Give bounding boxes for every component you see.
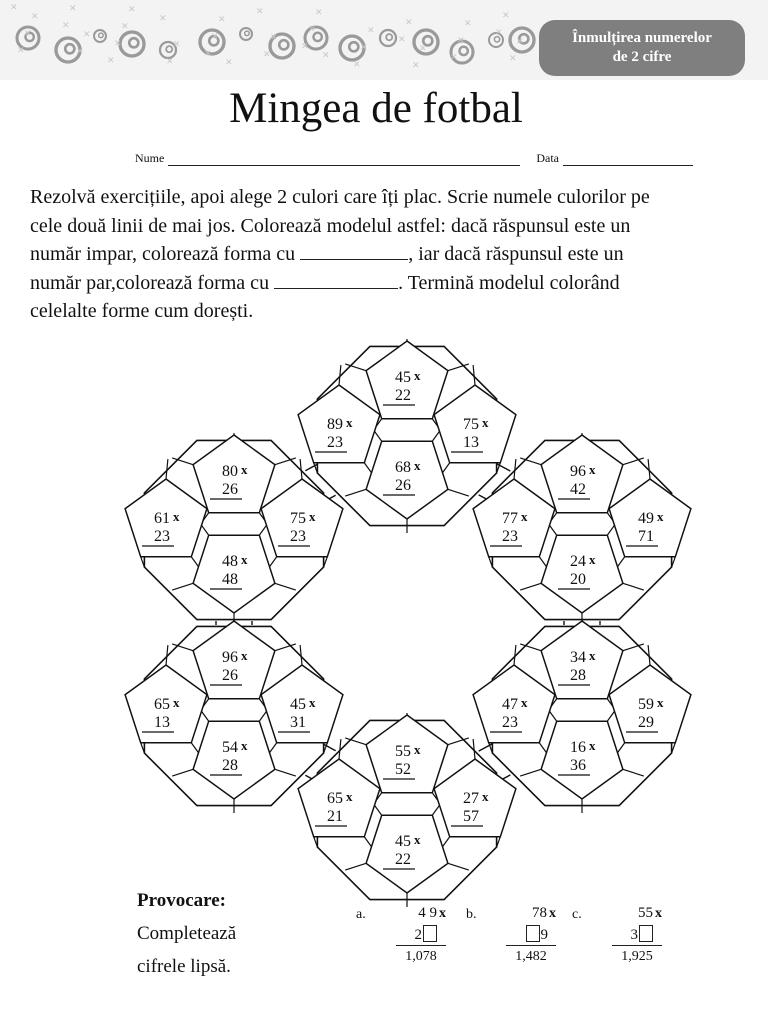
star-icon: ✕ [270,32,278,42]
challenge-line-2: cifrele lipsă. [137,956,231,977]
star-icon: ✕ [308,24,316,34]
challenge-known-digit: 2 [414,927,422,943]
answer-line [506,945,556,946]
multiplier: 26 [395,477,411,494]
multiplier: 48 [222,571,238,588]
challenge-known-digit: 3 [630,927,638,943]
answer-line [612,945,662,946]
multiply-sign: x [657,509,664,524]
challenge-top-number: 55 [638,905,653,921]
multiplier: 22 [395,851,411,868]
multiply-sign: x [482,789,489,804]
multiply-sign: x [309,695,316,710]
multiply-sign: x [589,738,596,753]
star-icon: ✕ [360,42,368,52]
star-icon: ✕ [159,13,167,23]
instruction-line-2: cele două linii de mai jos. Colorează modelul astfel: dacă răspunsul este un [30,214,631,237]
multiplicand: 55 [395,743,411,760]
instruction-line-3-start: număr impar, colorează forma cu [30,243,296,265]
multiply-sign: x [414,832,421,847]
name-label: Nume [135,151,165,165]
multiply-sign: x [173,695,180,710]
multiplicand: 65 [327,790,343,807]
challenge-result: 1,925 [621,949,653,964]
star-icon: ✕ [166,56,174,66]
multiply-sign: x [657,695,664,710]
challenge-multiplicand [496,905,556,922]
star-icon: ✕ [204,48,212,58]
star-icon: ✕ [218,14,226,24]
multiplier: 28 [570,667,586,684]
star-icon: ✕ [17,45,25,55]
multiplier: 42 [570,481,586,498]
instruction-line-5: celelalte forme cum dorești. [30,300,254,322]
missing-digit-box[interactable] [423,925,437,942]
multiply-sign: x [346,415,353,430]
multiplier: 20 [570,571,586,588]
multiplicand: 89 [327,416,343,433]
multiply-sign: x [173,509,180,524]
star-icon: ✕ [83,29,91,39]
star-icon: ✕ [509,53,517,63]
multiplier: 23 [502,714,518,731]
challenge-multiplier [388,925,438,944]
multiplier: 22 [395,387,411,404]
multiplicand: 45 [395,369,411,386]
multiplicand: 80 [222,463,238,480]
instruction-line-4-end: . Termină modelul colorând [398,271,620,294]
multiplier: 36 [570,757,586,774]
multiplicand: 49 [638,510,654,527]
multiplicand: 65 [154,696,170,713]
multiply-sign: x [589,552,596,567]
star-icon: ✕ [114,38,122,48]
multiply-sign: x [241,552,248,567]
star-icon: ✕ [502,10,510,20]
star-icon: ✕ [464,18,472,28]
multiplicand: 96 [222,649,238,666]
star-icon: ✕ [419,43,427,53]
star-icon: ✕ [69,3,77,13]
multiply-sign: x [309,509,316,524]
multiplier: 26 [222,667,238,684]
multiplicand: 24 [570,553,586,570]
date-label: Data [536,151,559,165]
challenge-letter: b. [466,907,477,922]
multiplicand: 34 [570,649,586,666]
multiplier: 52 [395,761,411,778]
challenge-top-number: 4 9 [418,905,437,921]
multiply-sign: x [241,738,248,753]
multiplier: 26 [222,481,238,498]
instruction-line-3-end: , iar dacă răspunsul este un [408,243,624,265]
missing-digit-box[interactable] [526,925,540,942]
star-icon: ✕ [211,31,219,41]
multiplicand: 45 [290,696,306,713]
challenge-multiplicand [386,905,446,922]
multiplicand: 16 [570,739,586,756]
multiply-sign: x [241,648,248,663]
star-icon: ✕ [173,39,181,49]
multiply-sign: x [589,648,596,663]
multiply-sign: x [655,906,662,921]
multiplicand: 77 [502,510,518,527]
challenge-top-number: 78 [532,905,547,921]
star-icon: ✕ [128,4,136,14]
soccer-ball-bottom [298,713,516,907]
multiplicand: 75 [290,510,306,527]
challenge-section [137,884,236,983]
multiplicand: 75 [463,416,479,433]
multiplier: 23 [502,528,518,545]
star-icon: ✕ [31,11,39,21]
multiply-sign: x [589,462,596,477]
challenge-heading: Provocare: [137,890,226,911]
star-icon: ✕ [412,60,420,70]
star-icon: ✕ [225,57,233,67]
answer-line [396,945,446,946]
challenge-problem-b [466,905,556,975]
multiplicand: 27 [463,790,479,807]
challenge-problem-c [572,905,662,975]
multiply-sign: x [521,509,528,524]
multiply-sign: x [414,368,421,383]
star-icon: ✕ [263,49,271,59]
star-icon: ✕ [301,41,309,51]
challenge-known-digit: 9 [540,927,548,943]
challenge-multiplicand [602,905,662,922]
star-icon: ✕ [24,28,32,38]
multiplier: 23 [154,528,170,545]
multiplicand: 45 [395,833,411,850]
challenge-problem-a [356,905,446,975]
star-icon: ✕ [315,7,323,17]
multiplier: 23 [327,434,343,451]
multiply-sign: x [549,906,556,921]
multiplier: 28 [222,757,238,774]
multiplier: 13 [154,714,170,731]
multiplicand: 96 [570,463,586,480]
star-icon: ✕ [107,55,115,65]
challenge-multiplier [498,925,548,944]
badge-line-2: de 2 cifre [612,49,672,65]
multiplicand: 47 [502,696,518,713]
star-icon: ✕ [457,35,465,45]
star-icon: ✕ [256,6,264,16]
multiplier: 13 [463,434,479,451]
instruction-line-1: Rezolvă exercițiile, apoi alege 2 culori care îți plac. Scrie numele culorilor pe [30,186,650,208]
missing-digit-box[interactable] [639,925,653,942]
soccer-ball-upper-right [473,433,691,627]
star-icon: ✕ [367,25,375,35]
multiplicand: 68 [395,459,411,476]
multiply-sign: x [439,906,446,921]
multiplicand: 54 [222,739,238,756]
star-icon: ✕ [495,27,503,37]
challenge-result: 1,482 [515,949,547,964]
multiplier: 29 [638,714,654,731]
challenge-letter: c. [572,907,582,922]
multiplicand: 61 [154,510,170,527]
star-icon: ✕ [516,36,524,46]
multiplicand: 59 [638,696,654,713]
star-icon: ✕ [405,17,413,27]
instruction-line-4-start: număr par,colorează forma cu [30,271,270,294]
star-icon: ✕ [398,34,406,44]
multiplicand: 48 [222,553,238,570]
multiplier: 31 [290,714,306,731]
multiplier: 23 [290,528,306,545]
challenge-line-1: Completează [137,923,237,944]
star-icon: ✕ [121,21,129,31]
soccer-ball-upper-left [125,433,343,627]
star-icon: ✕ [10,2,18,12]
star-icon: ✕ [322,50,330,60]
multiply-sign: x [414,458,421,473]
star-icon: ✕ [62,20,70,30]
multiply-sign: x [482,415,489,430]
star-icon: ✕ [450,52,458,62]
star-icon: ✕ [76,46,84,56]
page-title: Mingea de fotbal [229,85,523,132]
star-icon: ✕ [353,59,361,69]
badge-line-1: Înmulțirea numerelor [572,30,712,46]
challenge-letter: a. [356,907,366,922]
multiplier: 21 [327,808,343,825]
multiply-sign: x [241,462,248,477]
challenge-multiplier [604,925,654,944]
multiply-sign: x [346,789,353,804]
challenge-result: 1,078 [405,949,437,964]
multiplier: 57 [463,808,479,825]
multiply-sign: x [414,742,421,757]
multiplier: 71 [638,528,654,545]
multiply-sign: x [521,695,528,710]
